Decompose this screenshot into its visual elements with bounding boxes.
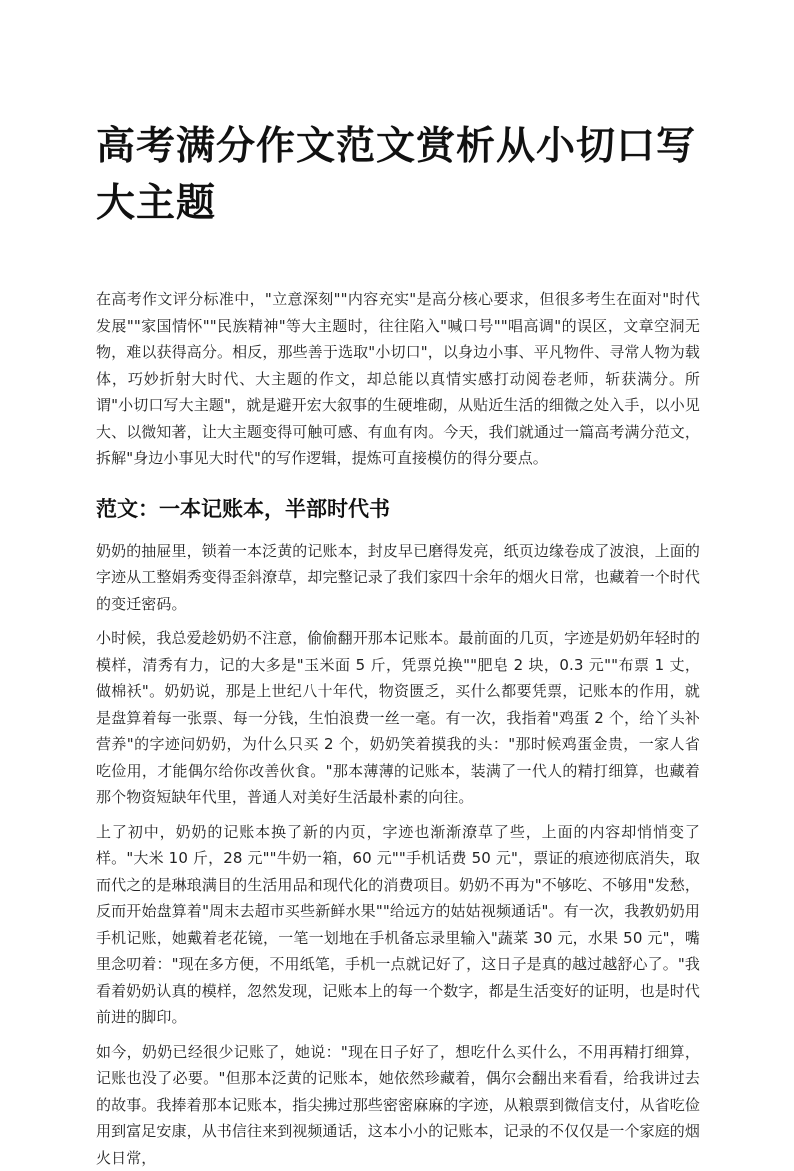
document-title: 高考满分作文范文赏析从小切口写大主题 xyxy=(96,118,700,232)
essay-paragraph: 奶奶的抽屉里，锁着一本泛黄的记账本，封皮早已磨得发亮，纸页边缘卷成了波浪，上面的字迹从工整娟秀变得歪斜潦草，却完整记录了我们家四十余年的烟火日常，也藏着一个时代的变迁密码。 xyxy=(96,538,700,618)
essay-paragraph: 小时候，我总爱趁奶奶不注意，偷偷翻开那本记账本。最前面的几页，字迹是奶奶年轻时的模样，清秀有力，记的大多是"玉米面 5 斤，凭票兑换""肥皂 2 块，0.3 元""布票 1 丈，做棉袄"。奶奶说，那是上世纪八十年代，物资匮乏，买什么都要凭票，记账本的作用，就是盘算着每一张票、每一分钱，生怕浪费一丝一毫。有一次，我指着"鸡蛋 2 个，给丫头补营养"的字迹问奶奶，为什么只买 2 个，奶奶笑着摸我的头："那时候鸡蛋金贵，一家人省吃俭用，才能偶尔给你改善伙食。"那本薄薄的记账本，装满了一代人的精打细算，也藏着那个物资短缺年代里，普通人对美好生活最朴素的向往。 xyxy=(96,625,700,811)
essay-paragraph: 上了初中，奶奶的记账本换了新的内页，字迹也渐渐潦草了些，上面的内容却悄悄变了样。"大米 10 斤，28 元""牛奶一箱，60 元""手机话费 50 元"，票证的痕迹彻底消失，取而代之的是琳琅满目的生活用品和现代化的消费项目。奶奶不再为"不够吃、不够用"发愁，反而开始盘算着"周末去超市买些新鲜水果""给远方的姑姑视频通话"。有一次，我教奶奶用手机记账，她戴着老花镜，一笔一划地在手机备忘录里输入"蔬菜 30 元，水果 50 元"，嘴里念叨着："现在多方便，不用纸笔，手机一点就记好了，这日子是真的越过越舒心了。"我看着奶奶认真的模样，忽然发现，记账本上的每一个数字，都是生活变好的证明，也是时代前进的脚印。 xyxy=(96,819,700,1031)
intro-paragraph: 在高考作文评分标准中，"立意深刻""内容充实"是高分核心要求，但很多考生在面对"时代发展""家国情怀""民族精神"等大主题时，往往陷入"喊口号""唱高调"的误区，文章空洞无物，难以获得高分。相反，那些善于选取"小切口"，以身边小事、平凡物件、寻常人物为载体，巧妙折射大时代、大主题的作文，却总能以真情实感打动阅卷老师，斩获满分。所谓"小切口写大主题"，就是避开宏大叙事的生硬堆砌，从贴近生活的细微之处入手，以小见大、以微知著，让大主题变得可触可感、有血有肉。今天，我们就通过一篇高考满分范文，拆解"身边小事见大时代"的写作逻辑，提炼可直接模仿的得分要点。 xyxy=(96,286,700,472)
essay-paragraph: 如今，奶奶已经很少记账了，她说："现在日子好了，想吃什么买什么，不用再精打细算，记账也没了必要。"但那本泛黄的记账本，她依然珍藏着，偶尔会翻出来看看，给我讲过去的故事。我捧着那本记账本，指尖拂过那些密密麻麻的字迹，从粮票到微信支付，从省吃俭用到富足安康，从书信往来到视频通话，这本小小的记账本，记录的不仅仅是一个家庭的烟火日常， xyxy=(96,1039,700,1171)
section-heading: 范文：一本记账本，半部时代书 xyxy=(96,494,700,524)
